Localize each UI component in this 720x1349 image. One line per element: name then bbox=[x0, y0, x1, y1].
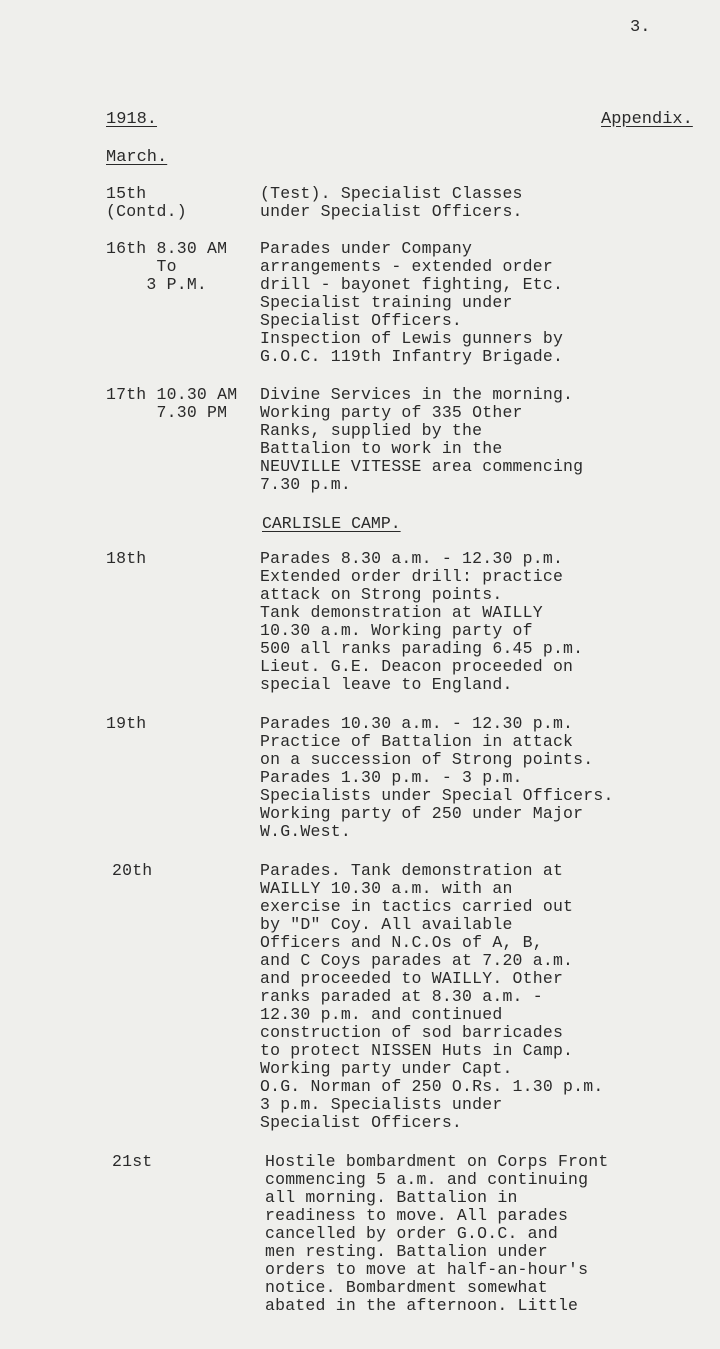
entry-text: Working party of 335 Other bbox=[260, 403, 523, 422]
entry-text: Specialist Officers. bbox=[260, 1113, 463, 1132]
entry-text: cancelled by order G.O.C. and bbox=[265, 1224, 558, 1243]
entry-text: drill - bayonet fighting, Etc. bbox=[260, 275, 564, 294]
page-number: 3. bbox=[630, 18, 651, 37]
entry-text: 10.30 a.m. Working party of bbox=[260, 621, 533, 640]
entry-date: 17th 10.30 AM bbox=[106, 385, 238, 404]
entry-text: ranks paraded at 8.30 a.m. - bbox=[260, 987, 543, 1006]
entry-text: abated in the afternoon. Little bbox=[265, 1296, 579, 1315]
entry-text: all morning. Battalion in bbox=[265, 1188, 518, 1207]
entry-date: 7.30 PM bbox=[106, 403, 228, 422]
entry-text: Ranks, supplied by the bbox=[260, 421, 483, 440]
entry-date: To bbox=[106, 257, 177, 276]
entry-text: Specialist Officers. bbox=[260, 311, 463, 330]
appendix-heading: Appendix. bbox=[601, 110, 693, 129]
entry-text: attack on Strong points. bbox=[260, 585, 503, 604]
entry-text: and C Coys parades at 7.20 a.m. bbox=[260, 951, 574, 970]
entry-text: Parades. Tank demonstration at bbox=[260, 861, 564, 880]
entry-date: 19th bbox=[106, 714, 147, 733]
entry-text: 7.30 p.m. bbox=[260, 475, 351, 494]
month-heading: March. bbox=[106, 148, 168, 167]
entry-text: commencing 5 a.m. and continuing bbox=[265, 1170, 589, 1189]
entry-text: arrangements - extended order bbox=[260, 257, 553, 276]
entry-text: Parades 1.30 p.m. - 3 p.m. bbox=[260, 768, 523, 787]
entry-text: construction of sod barricades bbox=[260, 1023, 564, 1042]
entry-text: to protect NISSEN Huts in Camp. bbox=[260, 1041, 574, 1060]
year-heading: 1918. bbox=[106, 110, 158, 129]
entry-date: 16th 8.30 AM bbox=[106, 239, 228, 258]
entry-text: Specialists under Special Officers. bbox=[260, 786, 614, 805]
entry-text: Parades under Company bbox=[260, 239, 473, 258]
entry-text: Battalion to work in the bbox=[260, 439, 503, 458]
entry-date: 3 P.M. bbox=[106, 275, 208, 294]
entry-text: Officers and N.C.Os of A, B, bbox=[260, 933, 543, 952]
entry-text: W.G.West. bbox=[260, 822, 351, 841]
camp-subheading: CARLISLE CAMP. bbox=[262, 514, 401, 533]
entry-text: orders to move at half-an-hour's bbox=[265, 1260, 589, 1279]
entry-text: Inspection of Lewis gunners by bbox=[260, 329, 564, 348]
entry-text: Extended order drill: practice bbox=[260, 567, 564, 586]
entry-text: men resting. Battalion under bbox=[265, 1242, 548, 1261]
entry-date: 15th bbox=[106, 184, 147, 203]
entry-text: Hostile bombardment on Corps Front bbox=[265, 1152, 609, 1171]
entry-text: 12.30 p.m. and continued bbox=[260, 1005, 503, 1024]
entry-text: Specialist training under bbox=[260, 293, 513, 312]
entry-text: under Specialist Officers. bbox=[260, 202, 523, 221]
entry-text: on a succession of Strong points. bbox=[260, 750, 594, 769]
entry-text: G.O.C. 119th Infantry Brigade. bbox=[260, 347, 564, 366]
entry-text: WAILLY 10.30 a.m. with an bbox=[260, 879, 513, 898]
entry-text: Parades 10.30 a.m. - 12.30 p.m. bbox=[260, 714, 574, 733]
entry-text: and proceeded to WAILLY. Other bbox=[260, 969, 564, 988]
entry-text: notice. Bombardment somewhat bbox=[265, 1278, 548, 1297]
entry-text: NEUVILLE VITESSE area commencing bbox=[260, 457, 584, 476]
entry-text: 3 p.m. Specialists under bbox=[260, 1095, 503, 1114]
entry-text: exercise in tactics carried out bbox=[260, 897, 574, 916]
entry-text: O.G. Norman of 250 O.Rs. 1.30 p.m. bbox=[260, 1077, 604, 1096]
entry-text: Tank demonstration at WAILLY bbox=[260, 603, 543, 622]
entry-text: Working party under Capt. bbox=[260, 1059, 513, 1078]
entry-text: Parades 8.30 a.m. - 12.30 p.m. bbox=[260, 549, 564, 568]
entry-date: 21st bbox=[112, 1152, 153, 1171]
entry-text: readiness to move. All parades bbox=[265, 1206, 569, 1225]
entry-date: 18th bbox=[106, 549, 147, 568]
entry-text: Lieut. G.E. Deacon proceeded on bbox=[260, 657, 574, 676]
entry-text: Working party of 250 under Major bbox=[260, 804, 584, 823]
entry-text: special leave to England. bbox=[260, 675, 513, 694]
entry-text: 500 all ranks parading 6.45 p.m. bbox=[260, 639, 584, 658]
entry-date: 20th bbox=[112, 861, 153, 880]
entry-text: Practice of Battalion in attack bbox=[260, 732, 574, 751]
entry-text: Divine Services in the morning. bbox=[260, 385, 574, 404]
entry-text: by "D" Coy. All available bbox=[260, 915, 513, 934]
entry-text: (Test). Specialist Classes bbox=[260, 184, 523, 203]
entry-date: (Contd.) bbox=[106, 202, 187, 221]
